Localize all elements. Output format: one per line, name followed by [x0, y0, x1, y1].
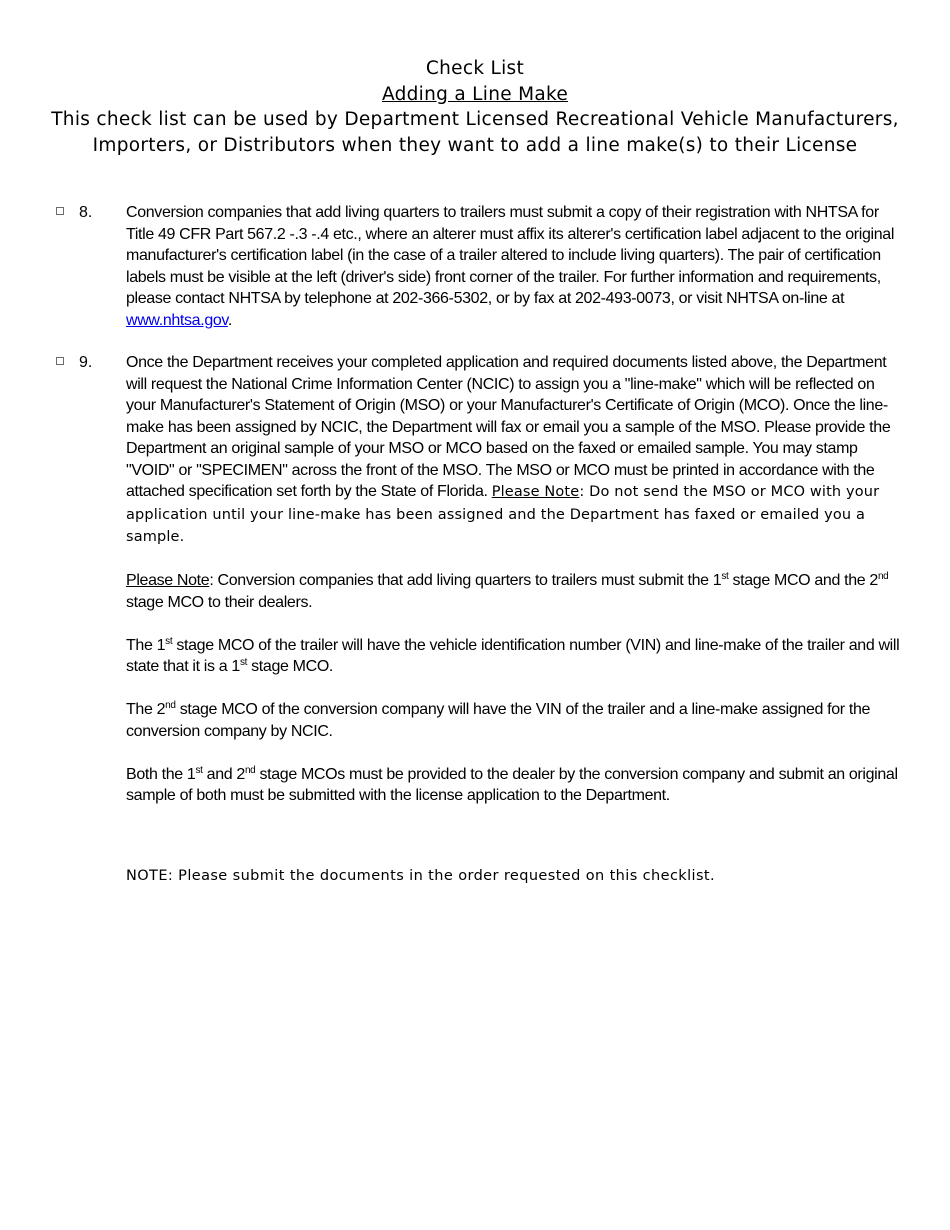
ordinal-suffix: st	[239, 657, 248, 668]
item-9-paragraph-1	[126, 352, 901, 549]
please-note-text: Do not send the MSO or MCO with your application until your line-make has been assigned and the Department has faxed or emailed you a sample.	[126, 484, 880, 545]
please-note-label: Please Note	[491, 484, 580, 500]
item-9-body: Once the Department receives your completed application and required documents listed above, the Department will request the National Crime Information Center (NCIC) to assign you a "line-make" which will be reflected on your Manufacturer's Statement of Origin (MSO) or your Manufacturer's Certificate of Origin (MCO). Once the line-make has been assigned by NCIC, the Department will fax or email you a sample of the MSO. Please provide the Department an original sample of your MSO or MCO based on the faxed or emailed sample. You may stamp "VOID" or "SPECIMEN" across the front of the MSO. The MSO or MCO must be printed in accordance with the attached specification set forth by the State of Florida.	[126, 354, 891, 500]
checkbox-item-8[interactable]	[56, 207, 64, 215]
ordinal-suffix: nd	[877, 571, 889, 582]
document-header	[40, 56, 910, 158]
p2-text: Conversion companies that add living quarters to trailers must submit the 1	[217, 572, 722, 589]
p2-text: stage MCO to their dealers.	[126, 593, 313, 611]
nhtsa-link[interactable]: www.nhtsa.gov	[126, 311, 228, 329]
p5-text: and 2	[202, 765, 245, 783]
checkbox-item-9[interactable]	[56, 357, 64, 365]
p3-text: The 1	[126, 636, 166, 654]
submission-note: NOTE: Please submit the documents in the order requested on this checklist.	[126, 868, 716, 884]
item-number: 9.	[79, 354, 93, 371]
p4-text: stage MCO of the conversion company will have the VIN of the trailer and a line-make assigned for the conversion company by NCIC.	[126, 701, 871, 740]
item-9-paragraph-3	[126, 635, 901, 678]
please-note-label: Please Note	[126, 572, 210, 589]
ordinal-suffix: st	[195, 764, 203, 776]
item-8-text	[126, 202, 901, 331]
item-9-paragraph-5	[126, 764, 901, 807]
p4-text: The 2	[126, 701, 166, 718]
ordinal-suffix: st	[721, 571, 729, 582]
ordinal-suffix: nd	[165, 700, 176, 711]
item-9-text	[126, 352, 901, 807]
please-note-colon: :	[579, 484, 590, 500]
ordinal-suffix: st	[165, 635, 173, 647]
ordinal-suffix: nd	[244, 764, 256, 776]
p2-text: stage MCO and the 2	[728, 572, 878, 589]
page-title: Check List	[425, 58, 525, 79]
item-8-period: .	[227, 311, 232, 329]
p5-text: Both the 1	[126, 765, 196, 783]
p3-text: stage MCO of the trailer will have the vehicle identification number (VIN) and line-make of the trailer and will state that it is a 1	[126, 636, 900, 675]
item-9-paragraph-2	[126, 570, 901, 613]
page-subtitle: Adding a Line Make	[381, 83, 569, 105]
item-number: 8.	[79, 204, 93, 221]
item-8-body: Conversion companies that add living quarters to trailers must submit a copy of their registration with NHTSA for Title 49 CFR Part 567.2 -.3 -.4 etc., where an alterer must affix its alterer's certification label adjacent to the original manufacturer's certification label (in the case of a trailer altered to include living quarters). The pair of certification labels must be visible at the left (driver's side) front corner of the trailer. For further information and requirements, please contact NHTSA by telephone at 202-366-5302, or by fax at 202-493-0073, or visit NHTSA on-line at	[126, 204, 895, 307]
p3-text: stage MCO.	[247, 658, 334, 675]
intro-line-1: This check list can be used by Department Licensed Recreational Vehicle Manufacturers,	[51, 109, 899, 130]
item-9-paragraph-4	[126, 699, 901, 742]
p5-text: stage MCOs must be provided to the dealer by the conversion company and submit an original sample of both must be submitted with the license application to the Department.	[126, 765, 898, 804]
please-note-colon: :	[209, 572, 218, 589]
intro-line-2: Importers, or Distributors when they want to add a line make(s) to their License	[92, 134, 858, 156]
